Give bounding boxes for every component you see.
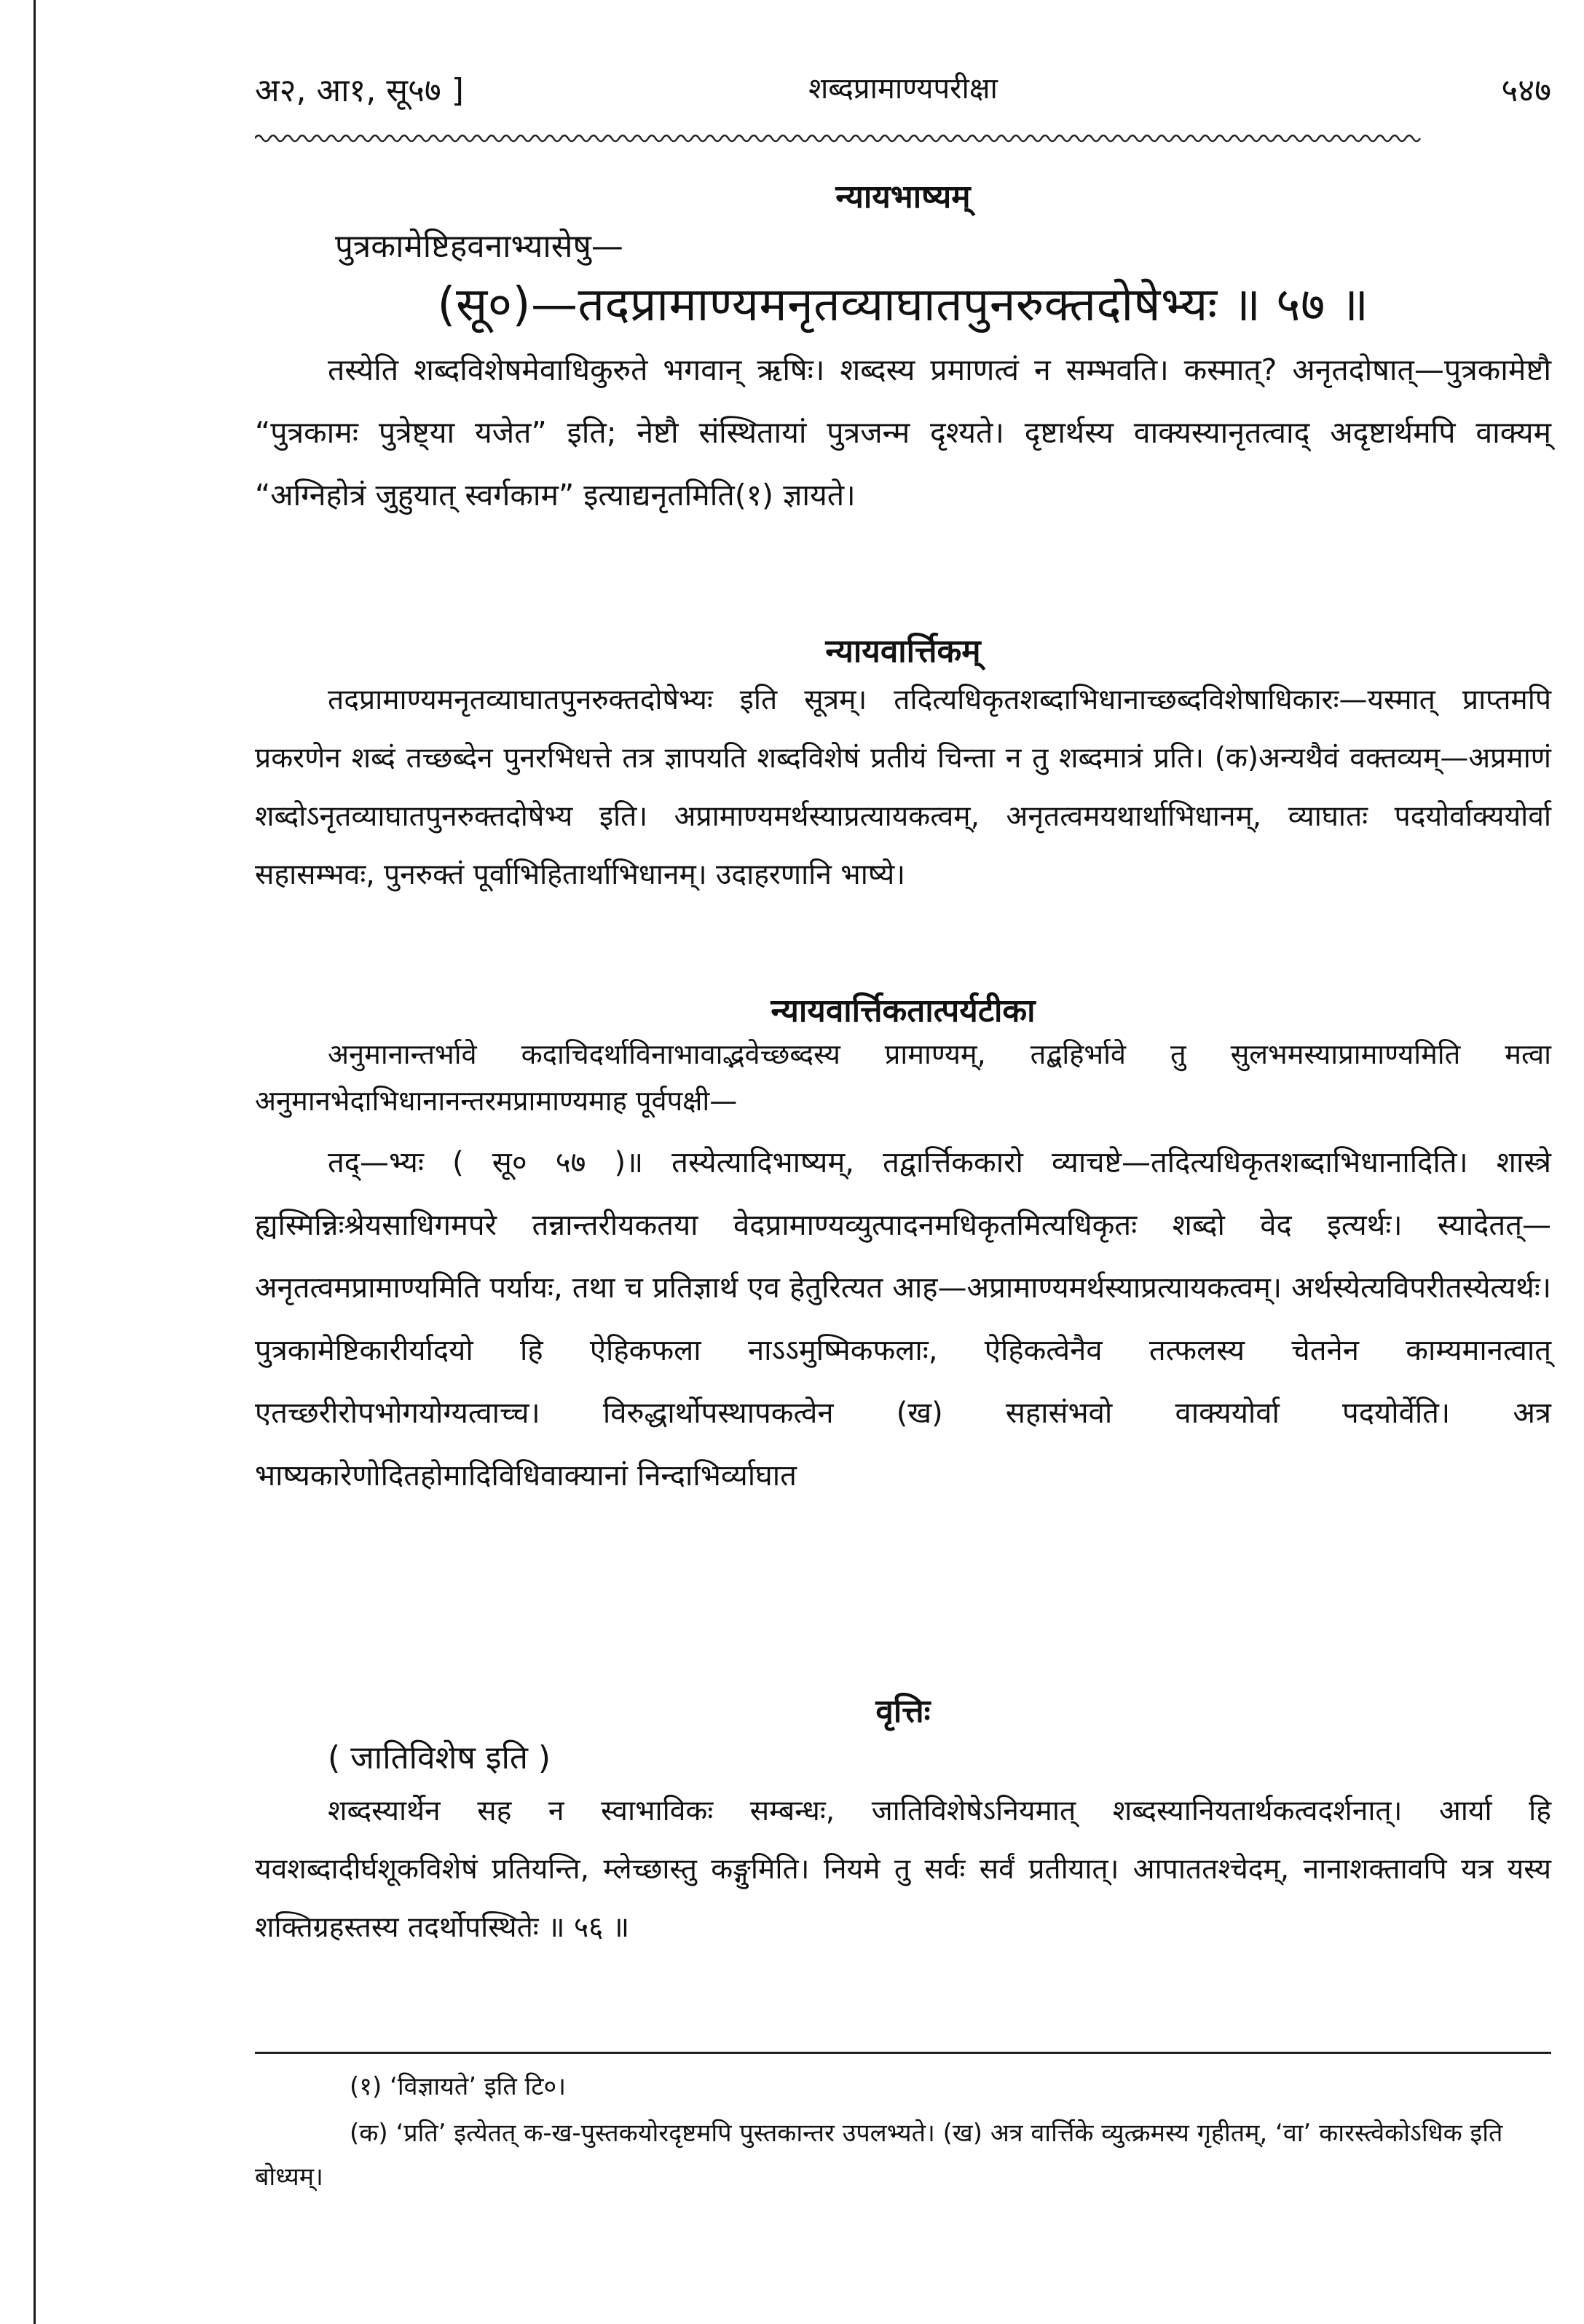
page-edge-rule xyxy=(34,0,36,2324)
section-nyayavartika xyxy=(255,628,1551,904)
sutra-intro: पुत्रकामेष्टिहवनाभ्यासेषु— xyxy=(335,228,623,265)
section-heading: वृत्तिः xyxy=(875,1693,931,1730)
vritti-subheading: ( जातिविशेष इति ) xyxy=(328,1739,551,1776)
section-nyayabhashya xyxy=(255,173,1551,526)
sutra-text: (सू०)—तदप्रामाण्यमनृतव्याघातपुनरुक्तदोषेभ्यः ॥ ५७ ॥ xyxy=(437,278,1369,332)
section-heading: न्यायवार्त्तिकम् xyxy=(825,633,981,670)
bhashya-paragraph: तस्येति शब्दविशेषमेवाधिकुरुते भगवान् ऋषिः। शब्दस्य प्रमाणत्वं न सम्भवति। कस्मात्? अनृतदोषात्—पुत्रकामेष्टौ “पुत्रकामः पुत्रेष्ट्या यजेत” इति; नेष्टौ संस्थितायां पुत्रजन्म दृश्यते। दृष्टार्थस्य वाक्यस्यानृतत्वाद् अदृष्टार्थमपि वाक्यम् “अग्निहोत्रं जुहुयात् स्वर्गकाम” इत्याद्यनृतमिति(१) ज्ञायते। xyxy=(255,352,1551,513)
footnote-1: (१) ‘विज्ञायते’ इति टि०। xyxy=(350,2072,567,2101)
section-tatparyatika xyxy=(255,987,1551,1507)
section-heading: न्यायभाष्यम् xyxy=(835,178,971,216)
header-title: शब्दप्रामाण्यपरीक्षा xyxy=(808,72,998,106)
vritti-paragraph: शब्दस्यार्थेन सह न स्वाभाविकः सम्बन्धः, जातिविशेषेऽनियमात् शब्दस्यानियतार्थकत्वदर्शनात्। आर्या हि यवशब्दादीर्घशूकविशेषं प्रतियन्ति, म्लेच्छास्तु कङ्गुमिति। नियमे तु सर्वः सर्वं प्रतीयात्। आपाततश्चेदम्, नानाशक्तावपि यत्र यस्य शक्तिग्रहस्तस्य तदर्थोपस्थितेः ॥ ५६ ॥ xyxy=(255,1795,1551,1944)
footnote-2: (क) ‘प्रति’ इत्येतत् क-ख-पुस्तकयोरदृष्टमपि पुस्तकान्तर उपलभ्यते। (ख) अत्र वार्त्तिके व्युत्क्रमस्य गृहीतम्, ‘वा’ कारस्त्वेकोऽधिक इति बोध्यम्। xyxy=(255,2119,1503,2191)
tika-paragraph: तद्—भ्यः ( सू० ५७ )॥ तस्येत्यादिभाष्यम्, तद्वार्त्तिककारो व्याचष्टे—तदित्यधिकृतशब्दाभिधानादिति। शास्त्रे ह्यस्मिन्निःश्रेयसाधिगमपरे तन्नान्तरीयकतया वेदप्रामाण्यव्युत्पादनमधिकृतमित्यधिकृतः शब्दो वेद इत्यर्थः। स्यादेतत्—अनृतत्वमप्रामाण्यमिति पर्यायः, तथा च प्रतिज्ञार्थ एव हेतुरित्यत आह—अप्रामाण्यमर्थस्याप्रत्यायकत्वम्। अर्थस्येत्यविपरीतस्येत्यर्थः। पुत्रकामेष्टिकारीर्यादयो हि ऐहिकफला नाऽऽमुष्मिकफलाः, ऐहिकत्वेनैव तत्फलस्य चेतनेन काम्यमानत्वात् एतच्छरीरोपभोगयोग्यत्वाच्च। विरुद्धार्थोपस्थापकत्वेन (ख) सहासंभवो वाक्ययोर्वा पदयोर्वेति। अत्र भाष्यकारेणोदितहोमादिविधिवाक्यानां निन्दाभिर्व्याघात xyxy=(255,1146,1551,1493)
vartika-paragraph: तदप्रामाण्यमनृतव्याघातपुनरुक्तदोषेभ्यः इति सूत्रम्। तदित्यधिकृतशब्दाभिधानाच्छब्दविशेषाधिकारः—यस्मात् प्राप्तमपि प्रकरणेन शब्दं तच्छब्देन पुनरभिधत्ते तत्र ज्ञापयति शब्दविशेषं प्रतीयं चिन्ता न तु शब्दमात्रं प्रति। (क)अन्यथैवं वक्तव्यम्—अप्रमाणं शब्दोऽनृतव्याघातपुनरुक्तदोषेभ्य इति। अप्रामाण्यमर्थस्याप्रत्यायकत्वम्, अनृतत्वमयथार्थाभिधानम्, व्याघातः पदयोर्वाक्ययोर्वा सहासम्भवः, पुनरुक्तं पूर्वाभिहितार्थाभिधानम्। उदाहरणानि भाष्ये। xyxy=(255,684,1551,891)
page-number: ५४७ xyxy=(1501,72,1551,109)
header-reference: अ२, आ१, सू५७ ] xyxy=(255,72,464,109)
footnote-rule xyxy=(255,2052,1551,2054)
section-heading: न्यायवार्त्तिकतात्पर्यटीका xyxy=(771,992,1036,1029)
section-vritti xyxy=(255,1688,1551,1957)
header-wavy-rule xyxy=(255,130,1551,147)
running-header xyxy=(255,67,1551,118)
tika-intro-paragraph: अनुमानान्तर्भावे कदाचिदर्थाविनाभावाद्भवेच्छब्दस्य प्रामाण्यम्, तद्बहिर्भावे तु सुलभमस्याप्रामाण्यमिति मत्वा अनुमानभेदाभिधानानन्तरमप्रामाण्यमाह पूर्वपक्षी— xyxy=(255,1038,1551,1117)
